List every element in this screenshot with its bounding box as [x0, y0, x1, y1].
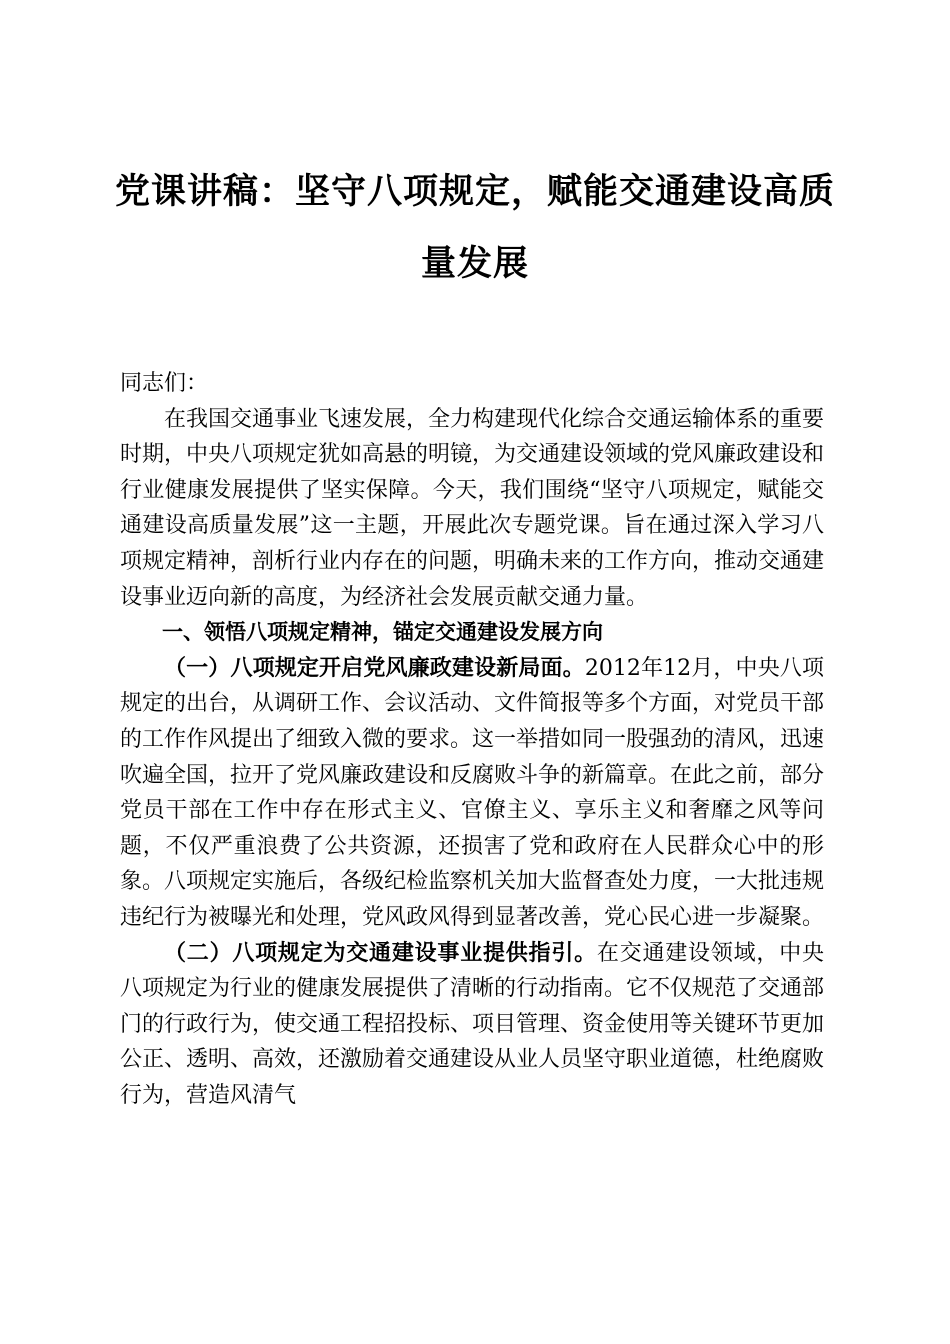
subsection-2-text: 在交通建设领域，中央八项规定为行业的健康发展提供了清晰的行动指南。它不仅规范了交通部门的行政行为，使交通工程招投标、项目管理、资金使用等关键环节更加公正、透明、高效，还激励着交通建设从业人员坚守职业道德，杜绝腐败行为，营造风清气 — [120, 940, 825, 1108]
subsection-1-paragraph — [120, 651, 824, 936]
subsection-1-text: 2012年12月，中央八项规定的出台，从调研工作、会议活动、文件简报等多个方面，对党员干部的工作作风提出了细致入微的要求。这一举措如同一股强劲的清风，迅速吹遍全国，拉开了党风廉政建设和反腐败斗争的新篇章。在此之前，部分党员干部在工作中存在形式主义、官僚主义、享乐主义和奢靡之风等问题，不仅严重浪费了公共资源，还损害了党和政府在人民群众心中的形象。八项规定实施后，各级纪检监察机关加大监督查处力度，一大批违规违纪行为被曝光和处理，党风政风得到显著改善，党心民心进一步凝聚。 — [120, 655, 825, 930]
intro-paragraph: 在我国交通事业飞速发展，全力构建现代化综合交通运输体系的重要时期，中央八项规定犹如高悬的明镜，为交通建设领域的党风廉政建设和行业健康发展提供了坚实保障。今天，我们围绕“坚守八项规定，赋能交通建设高质量发展”这一主题，开展此次专题党课。旨在通过深入学习八项规定精神，剖析行业内存在的问题，明确未来的工作方向，推动交通建设事业迈向新的高度，为经济社会发展贡献交通力量。 — [120, 406, 825, 610]
document-title-line-1: 党课讲稿：坚守八项规定，赋能交通建设高质 — [114, 172, 835, 212]
subsection-2-heading: （二）八项规定为交通建设事业提供指引。 — [164, 939, 597, 966]
section-1-heading: 一、领悟八项规定精神，锚定交通建设发展方向 — [162, 620, 603, 645]
subsection-1-heading: （一）八项规定开启党风廉政建设新局面。 — [164, 654, 585, 681]
salutation: 同志们： — [120, 371, 209, 396]
subsection-2-paragraph — [120, 936, 824, 1114]
document-title-line-2: 量发展 — [420, 244, 529, 284]
document-body — [120, 366, 824, 1113]
